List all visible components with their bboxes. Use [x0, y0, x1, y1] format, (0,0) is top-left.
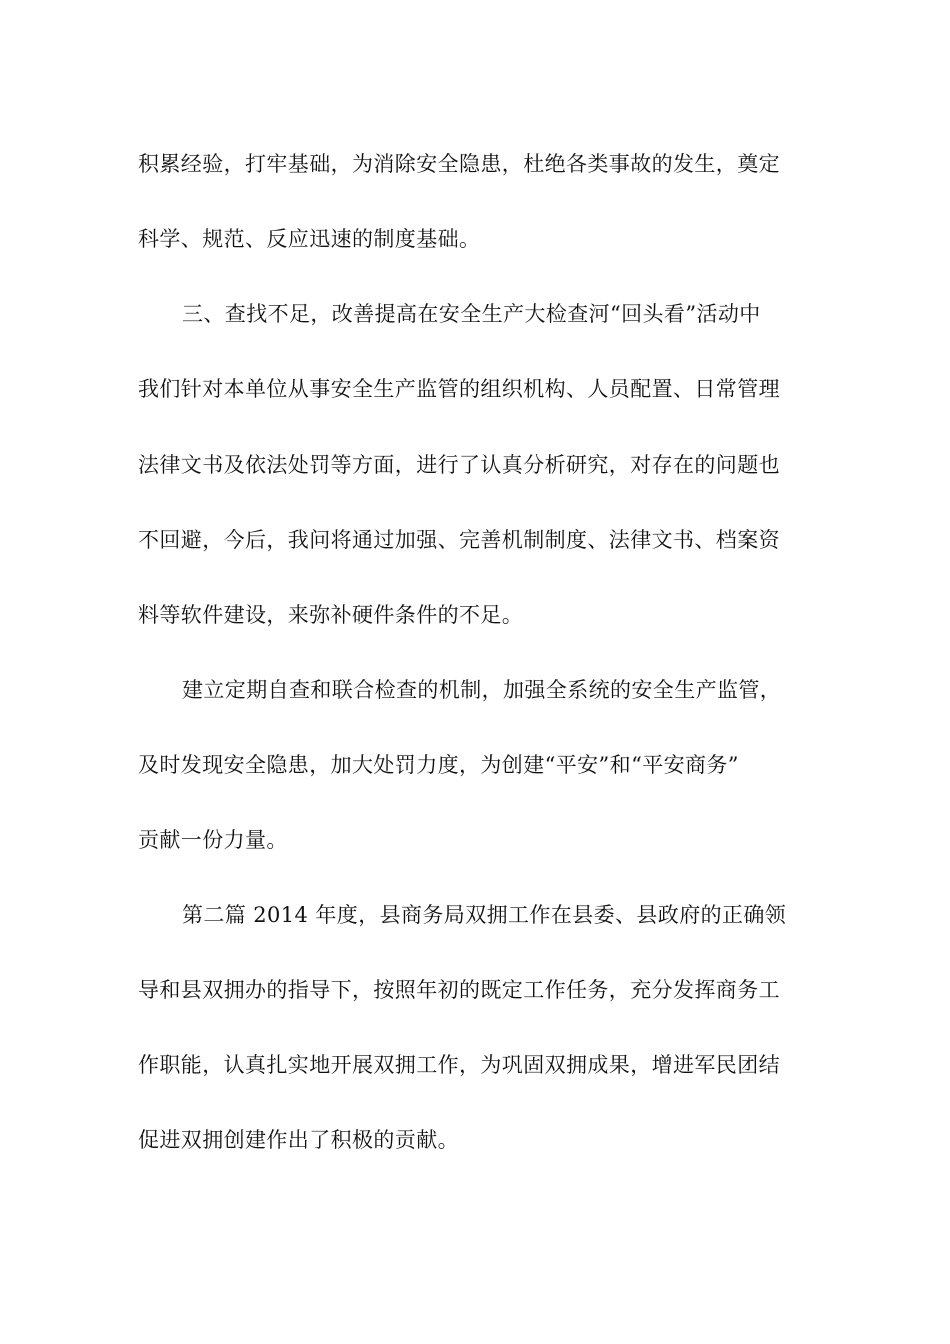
text-line-10: 贡献一份力量。: [138, 828, 288, 852]
text-line-4: 我们针对本单位从事安全生产监管的组织机构、人员配置、日常管理: [138, 377, 780, 401]
text-line-9: 及时发现安全隐患，加大处罚力度，为创建“平安”和“平安商务”: [138, 753, 739, 777]
text-line-13: 作职能，认真扎实地开展双拥工作，为巩固双拥成果，增进军民团结: [138, 1053, 780, 1077]
text-line-12: 导和县双拥办的指导下，按照年初的既定工作任务，充分发挥商务工: [138, 978, 780, 1002]
text-line-1: 积累经验，打牢基础，为消除安全隐患，杜绝各类事故的发生，奠定: [138, 152, 780, 176]
text-line-8: 建立定期自查和联合检查的机制，加强全系统的安全生产监管，: [182, 678, 782, 702]
text-line-3: 三、查找不足，改善提高在安全生产大检查河“回头看”活动中: [182, 302, 761, 326]
text-line-14: 促进双拥创建作出了积极的贡献。: [138, 1128, 459, 1152]
text-line-7: 料等软件建设，来弥补硬件条件的不足。: [138, 603, 524, 627]
text-line-6: 不回避，今后，我问将通过加强、完善机制制度、法律文书、档案资: [138, 528, 780, 552]
text-line-2: 科学、规范、反应迅速的制度基础。: [138, 227, 481, 251]
text-line-5: 法律文书及依法处罚等方面，进行了认真分析研究，对存在的问题也: [138, 453, 780, 477]
text-line-11: 第二篇 2014 年度，县商务局双拥工作在县委、县政府的正确领: [182, 903, 787, 927]
